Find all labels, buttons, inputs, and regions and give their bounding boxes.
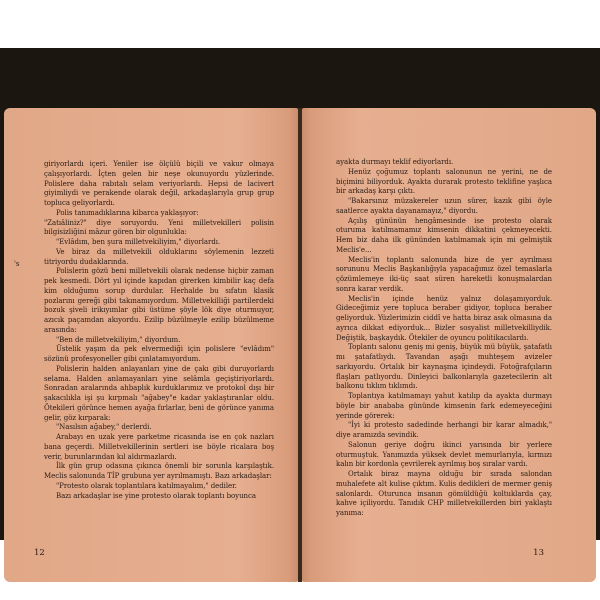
- paragraph: Arabayı en uzak yere parketme ricasında ise en çok nazları bana geçerdi. Milletvekillerinin sertleri ise böyle ricalara boş verir, burunlarından kıl aldırmazlardı.: [44, 433, 274, 461]
- paragraph: Ve biraz da milletvekili olduklarını söylemenin lezzeti titriyordu dudaklarında.: [44, 247, 274, 266]
- paragraph: Açılış gününün hengâmesinde ise protesto olarak oturuma katılmamamız kimsenin dikkatini çekmeyecekti. Hem biz daha ilk gününden katılmamak için mi gelmiştik Meclis'e...: [336, 216, 552, 254]
- paragraph: İlk gün grup odasına çıkınca önemli bir sorunla karşılaştık. Meclis salonunda TİP grubuna yer ayrılmamıştı. Bazı arkadaşlar:: [44, 462, 274, 480]
- open-book: [0, 48, 600, 558]
- paragraph: "Bakarsınız müzakereler uzun sürer, kazık gibi öyle saatlerce ayakta dayanamayız," diyordu.: [336, 197, 552, 215]
- paragraph: "Nasılsın ağabey," derlerdi.: [56, 423, 152, 432]
- paragraph: Polislerin gözü beni milletvekili olarak nedense hiçbir zaman pek kesmedi. Dört yıl içinde kapıdan girerken kimbilir kaç defa kim olduğumu sorup durdular. Herhalde bu sıfatın klasik pozlarını gereği gibi takınamıyordum. Milletvekilliği partilerdeki bozuk şiveli irikıyımlar gibi üstüme şöyle lök diye oturmuyor, azıcık paçamdan akıyordu. Ezilip büzülmeyle ezilip büzülmeme arasında:: [44, 267, 274, 334]
- paragraph: giriyorlardı içeri. Yeniler ise ölçülü biçili ve vakur olmaya çalışıyorlardı. İçten gelen bir neşe okunuyordu yüzlerinde. Polislere daha rabıtalı selam veriyorlardı. Hepsi de lacivert giyimliydi ve perakende olarak değil, arkadaşlarıyla grup grup topluca geliyorlardı.: [44, 160, 274, 207]
- margin-mark: 's: [14, 260, 20, 268]
- paragraph: "Protesto olarak toplantılara katılmayalım," dediler.: [56, 481, 237, 490]
- right-page-text: [336, 158, 552, 519]
- paragraph: "Evlâdım, ben şura milletvekiliyim," diyorlardı.: [56, 238, 221, 246]
- paragraph: "Ben de milletvekiliyim," diyordum.: [56, 335, 181, 344]
- right-page: [302, 108, 596, 582]
- left-page-text: [44, 160, 274, 501]
- paragraph: "İyi ki protesto sadedinde herhangi bir karar almadık," diye aramızda sevindik.: [336, 421, 552, 439]
- paragraph: Ortalık biraz mayna olduğu bir sırada salondan muhalefete alt kulise çıktım. Kulis dedikleri de mermer geniş salonlardı. Oturunca insanın gömüldüğü koltuklarda çay, kahve içiliyordu. Tanıdık CHP milletvekillerden biri yaklaştı yanıma:: [336, 470, 552, 517]
- paragraph: Üstelik yaşım da pek elvermediği için polislere "evlâdım" sözünü profesyoneller gibi çınlatamıyordum.: [44, 345, 274, 363]
- paragraph: Polis tanımadıklarına kibarca yaklaşıyor:: [56, 208, 199, 217]
- paragraph: ayakta durmayı teklif ediyorlardı.: [336, 158, 454, 166]
- paragraph: Bazı arkadaşlar ise yine protesto olarak toplantı boyunca: [56, 491, 256, 500]
- left-page: [4, 108, 298, 582]
- page-number: 13: [533, 548, 544, 558]
- paragraph: Meclis'in içinde henüz yalnız dolaşamıyorduk. Gideceğimiz yere topluca beraber gidiyor, topluca beraber geliyorduk. Yüzlerimizin ciddî ve hatta biraz asık olmasına da ayrıca dikkat ediyorduk... Bizler sosyalist milletvekilliydik. Değiştik, başkaydık. Ötekiler de oyuncu politikacılardı.: [336, 294, 552, 342]
- paragraph: Polislerin halden anlayanları yine de çakı gibi duruyorlardı selama. Halden anlamayanları yine selâmla geçiştiriyorlardı. Sonradan aralarında ahbaplık kurduklarımız ve protokol dışı bir şakacılıkla işi şu kırpmalı "ağabey"e kadar yaklaştıranlar oldu. Ötekileri görünce hemen ayağa fırlarlar, beni de görünce yanıma gelir, göz kırparak:: [44, 364, 274, 422]
- paragraph: Henüz çoğumuz toplantı salonunun ne yerini, ne de biçimini biliyorduk. Ayakta durarak protesto teklifine yaşlıca bir arkadaş karşı çıktı.: [336, 167, 552, 196]
- paragraph: Toplantıya katılmamayı yahut katılıp da ayakta durmayı böyle bir anababa gününde kimsenin fark edemeyeceğini yerinde görerek:: [336, 392, 552, 420]
- paragraph: Salonun geriye doğru ikinci yarısında bir yerlere oturmuştuk. Yanımızda yüksek devlet memurlarıyla, kırmızı kalın bir kordonla çevrilerek ayrılmış boş sıralar vardı.: [336, 440, 552, 469]
- paragraph: "Zatıâliniz?" diye soruyordu. Yeni milletvekilleri polisin bilgisizliğini mâzur gören bir olgunlukla:: [44, 218, 274, 237]
- paragraph: Toplantı salonu geniş mi geniş, büyük mü büyük, şatafatlı mı şatafatlıydı. Tavandan aşağı muhteşem avizeler sarkıyordu. Ortalık bir kaynaşma içindeydi. Fotoğrafçıların flaşları patlıyordu. Dinleyici balkonlarıyla gazetecilerin alt balkonu tıklım tıklımdı.: [336, 343, 552, 391]
- paragraph: Meclis'in toplantı salonunda bize de yer ayrılması sorununu Meclis Başkanlığıyla yapacağımız özel temaslarla çözümlemeye iki-üç saat süren hareketli konuşmalardan sonra karar verdik.: [336, 255, 552, 293]
- page-number: 12: [34, 548, 45, 558]
